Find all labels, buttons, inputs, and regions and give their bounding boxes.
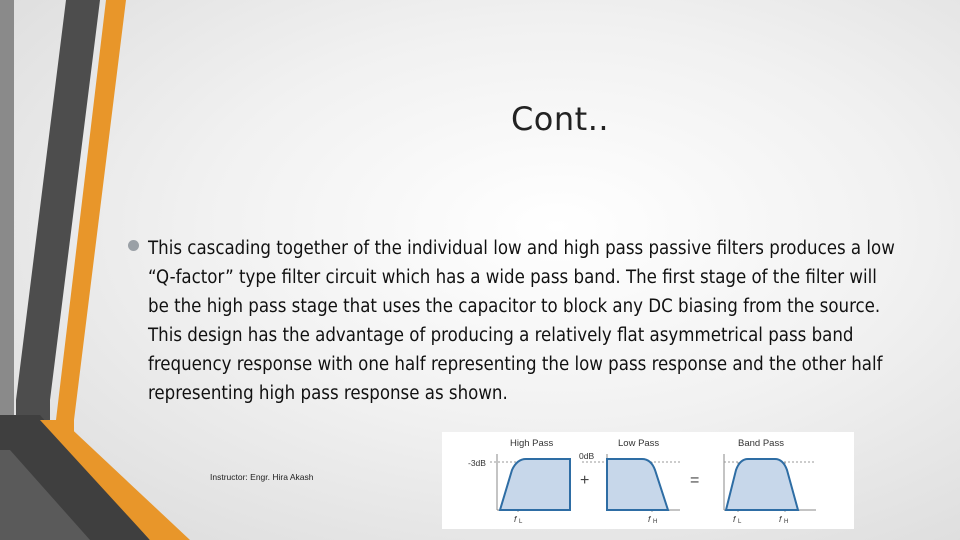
- high-pass-freq-label: f: [514, 514, 517, 524]
- band-pass-plot: [724, 438, 816, 525]
- slide-title: Cont..: [510, 100, 610, 138]
- footer-instructor: Instructor: Engr. Hira Akash: [210, 472, 314, 482]
- band-pass-title: Band Pass: [738, 438, 784, 449]
- high-pass-title: High Pass: [510, 438, 554, 449]
- high-pass-plot: [468, 438, 570, 525]
- plus-sign: +: [580, 472, 590, 489]
- bullet-text: This cascading together of the individual low and high pass passive filters produces a low “Q-factor” type filter circuit which has a wide pass band. The first stage of the filter will be the high pass stage that uses the capacitor to block any DC biasing from the source. This design has the advantage of producing a relatively flat asymmetrical pass band frequency response with one half representing the low pass response and the other half representing high pass response as shown.: [148, 238, 895, 404]
- band-pass-freq-high-sub: H: [784, 519, 789, 525]
- low-pass-curve: [607, 459, 668, 510]
- equals-sign: =: [690, 472, 700, 489]
- low-pass-freq-label: f: [648, 514, 651, 524]
- high-pass-curve: [500, 459, 570, 510]
- low-pass-freq-sub: H: [653, 519, 658, 525]
- filter-response-figure: [442, 432, 854, 529]
- band-pass-curve: [726, 459, 798, 510]
- band-pass-freq-low-label: f: [733, 514, 736, 524]
- low-pass-level-label: 0dB: [579, 451, 595, 461]
- high-pass-level-label: -3dB: [468, 458, 486, 468]
- high-pass-freq-sub: L: [519, 519, 523, 525]
- band-pass-freq-low-sub: L: [738, 519, 742, 525]
- low-pass-title: Low Pass: [618, 438, 660, 449]
- bullet-dot-icon: [128, 240, 139, 251]
- low-pass-plot: [579, 438, 680, 525]
- band-pass-freq-high-label: f: [779, 514, 782, 524]
